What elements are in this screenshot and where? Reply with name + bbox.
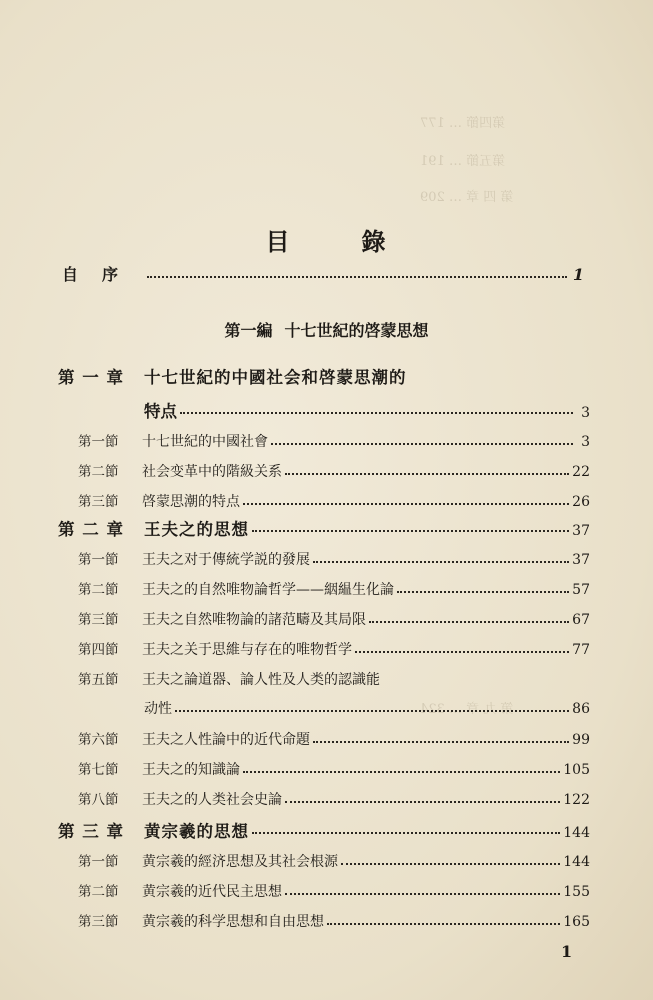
section-label: 第三節 [78,494,119,510]
preface-page: 1 [572,265,584,284]
chapter-page: 3 [581,405,590,421]
section-page: 165 [563,914,590,930]
leader-dots [285,473,569,475]
section-label: 第六節 [78,732,119,748]
section-label: 第二節 [78,464,119,480]
leader-dots [327,923,560,925]
section-title: 王夫之自然唯物論的諸范疇及其局限 [142,612,366,628]
toc-section-entry[interactable] [78,788,590,809]
toc-section-entry[interactable] [78,578,590,599]
section-page: 144 [563,854,590,870]
toc-chapter-entry-cont[interactable] [144,398,590,422]
leader-dots [313,561,569,563]
section-page: 67 [572,612,590,628]
section-title-cont: 动性 [144,701,172,717]
toc-section-entry[interactable] [78,728,590,749]
leader-dots [313,741,569,743]
toc-section-entry[interactable] [78,638,590,659]
toc-section-entry[interactable] [78,880,590,901]
section-label: 第一節 [78,854,119,870]
toc-chapter-entry[interactable] [58,516,590,540]
toc-section-entry[interactable] [78,460,590,481]
chapter-title-cont: 特点 [144,402,177,421]
section-title: 王夫之对于傳統学説的發展 [142,552,310,568]
title-char-right: 錄 [361,228,388,256]
section-label: 第三節 [78,914,119,930]
section-label: 第二節 [78,884,119,900]
chapter-title: 十七世紀的中國社会和啓蒙思潮的 [144,368,407,387]
section-title: 十七世紀的中國社會 [142,434,268,450]
toc-section-entry[interactable] [78,608,590,629]
section-page: 77 [572,642,590,658]
section-label: 第一節 [78,552,119,568]
leader-dots [175,710,569,712]
part-label: 第一編 [224,321,273,340]
section-title: 王夫之的知識論 [142,762,240,778]
part-heading [0,318,653,341]
toc-section-entry[interactable] [78,758,590,779]
section-title: 啓蒙思潮的特点 [142,494,240,510]
section-title: 王夫之关于思維与存在的唯物哲学 [142,642,352,658]
leader-dots [180,412,573,414]
section-page: 122 [563,792,590,808]
page-number: 1 [561,942,573,961]
section-page: 3 [581,434,590,450]
section-title: 黄宗羲的近代民主思想 [142,884,282,900]
chapter-page: 37 [572,523,590,539]
leader-dots [369,621,569,623]
toc-section-entry-cont[interactable] [144,698,590,718]
toc-preface-entry[interactable] [62,262,584,285]
section-title: 王夫之的自然唯物論哲学——絪緼生化論 [142,582,394,598]
toc-chapter-entry[interactable] [58,818,590,842]
toc-section-entry[interactable] [78,430,590,451]
page-title [0,222,653,257]
chapter-label: 第 三 章 [58,822,124,841]
toc-section-entry[interactable] [78,548,590,569]
leader-dots [243,771,560,773]
section-title: 社会变革中的階級关系 [142,464,282,480]
chapter-title: 黄宗羲的思想 [144,822,249,841]
section-label: 第二節 [78,582,119,598]
leader-dots [243,503,569,505]
toc-section-entry[interactable] [78,910,590,931]
section-title: 王夫之的人类社会史論 [142,792,282,808]
section-page: 37 [572,552,590,568]
section-page: 155 [563,884,590,900]
section-page: 86 [572,701,590,717]
bleed-through-text: 第 九 章 … 324 [420,702,514,717]
section-page: 105 [563,762,590,778]
section-page: 57 [572,582,590,598]
toc-section-entry[interactable] [78,668,590,689]
leader-dots [397,591,569,593]
toc-section-entry[interactable] [78,490,590,511]
section-title: 王夫之人性論中的近代命題 [142,732,310,748]
leader-dots [252,530,569,532]
chapter-label: 第 二 章 [58,520,124,539]
section-page: 26 [572,494,590,510]
part-title: 十七世紀的啓蒙思想 [284,321,429,340]
leader-dots [341,863,560,865]
section-label: 第一節 [78,434,119,450]
bleed-through-text: 第五節 … 191 [420,154,506,169]
chapter-page: 144 [563,825,590,841]
title-char-left: 目 [265,228,292,256]
leader-dots [271,443,573,445]
bleed-through-text: 第四節 … 177 [420,116,506,131]
section-label: 第七節 [78,762,119,778]
section-title: 王夫之論道器、論人性及人类的認識能 [142,672,380,688]
preface-label: 自序 [62,265,143,284]
section-label: 第八節 [78,792,119,808]
section-title: 黄宗羲的科学思想和自由思想 [142,914,324,930]
leader-dots [285,893,560,895]
section-label: 第四節 [78,642,119,658]
bleed-through-text: 第 四 章 … 209 [420,190,514,205]
chapter-label: 第 一 章 [58,368,124,387]
leader-dots [147,276,567,278]
section-page: 22 [572,464,590,480]
section-label: 第五節 [78,672,119,688]
leader-dots [252,832,560,834]
toc-chapter-entry[interactable] [58,364,598,388]
chapter-title: 王夫之的思想 [144,520,249,539]
leader-dots [285,801,560,803]
leader-dots [355,651,569,653]
toc-section-entry[interactable] [78,850,590,871]
section-label: 第三節 [78,612,119,628]
section-title: 黄宗羲的經济思想及其社会根源 [142,854,338,870]
section-page: 99 [572,732,590,748]
